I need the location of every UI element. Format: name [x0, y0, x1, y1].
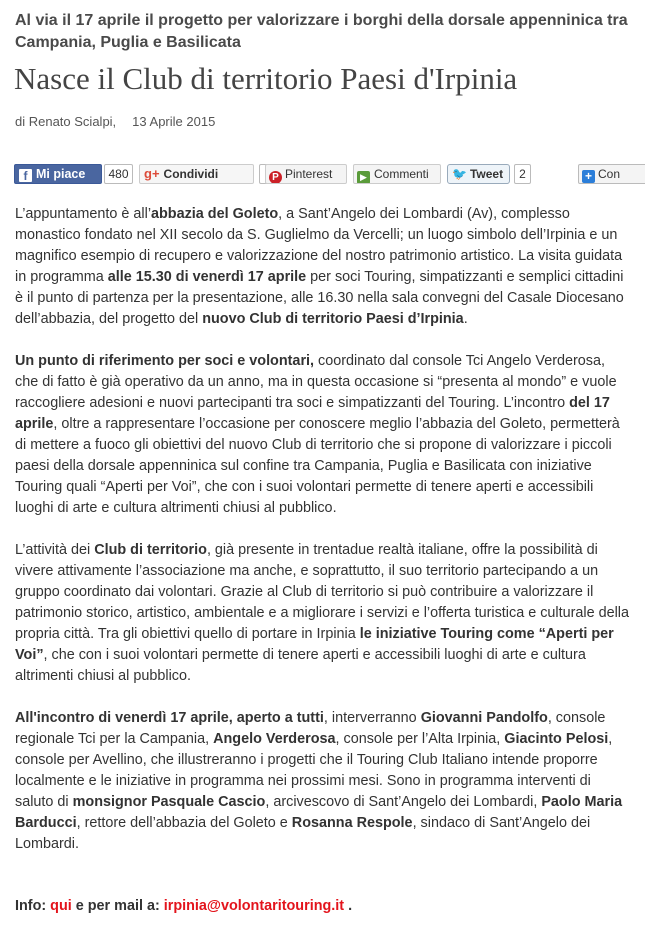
bold-text: All'incontro di venerdì 17 aprile, aperto a tutti	[15, 710, 324, 726]
comments-button[interactable]	[353, 164, 441, 184]
gplus-icon: g+	[144, 166, 160, 181]
facebook-like-button[interactable]	[14, 164, 102, 184]
text: , console per l’Alta Irpinia,	[335, 731, 505, 747]
pinterest-icon: P	[269, 171, 282, 184]
info-label: Info:	[15, 898, 51, 914]
article-body	[15, 204, 629, 876]
bold-text: del 17 aprile	[15, 395, 610, 432]
facebook-like-count: 480	[104, 164, 133, 184]
text: , rettore dell’abbazia del Goleto e	[76, 815, 292, 831]
info-middle: e per mail a:	[71, 898, 164, 914]
text: L’appuntamento è all’	[15, 206, 152, 222]
bold-text: Club di territorio	[94, 542, 207, 558]
tweet-count: 2	[514, 164, 531, 184]
twitter-bird-icon: 🐦	[452, 167, 467, 181]
bold-text: monsignor Pasquale Cascio	[72, 794, 266, 810]
paragraph-4	[15, 708, 629, 855]
text: , interverranno	[323, 710, 421, 726]
bold-text: Paolo Maria Barducci	[15, 794, 623, 831]
comments-icon: ▶	[357, 171, 370, 184]
article-title: Nasce il Club di territorio Paesi d'Irpinia	[14, 61, 518, 96]
text: .	[463, 311, 468, 327]
info-email-link[interactable]: irpinia@volontaritouring.it	[163, 898, 345, 914]
bold-text: abbazia del Goleto	[151, 206, 279, 222]
pinterest-label: Pinterest	[285, 167, 333, 181]
info-line	[15, 898, 352, 914]
info-qui-link[interactable]: qui	[50, 898, 72, 914]
text: , sindaco di Sant’Angelo dei Lombardi.	[15, 815, 591, 852]
byline	[15, 114, 215, 129]
text: coordinato dal console Tci Angelo Verderosa, che di fatto è già operativo da un anno, ma in questa occasione si “presenta al mondo” e vuole raccogliere adesioni e nuovi partecipanti tra soci e simpatizzanti del Touring. L’incontro	[15, 353, 617, 411]
facebook-icon: f	[19, 169, 32, 182]
bold-text: Giacinto Pelosi	[504, 731, 609, 747]
bold-text: le iniziative Touring come “Aperti per Voi”	[15, 626, 614, 663]
bold-text: Un punto di riferimento per soci e volontari,	[15, 353, 315, 369]
facebook-like-label: Mi piace	[36, 167, 86, 181]
text: per soci Touring, simpatizzanti e semplici cittadini è il punto di partenza per la presentazione, alle 16.30 nella sala convegni del Casale Diocesano dell’abbazia, del progetto del	[15, 269, 624, 327]
bold-text: Rosanna Respole	[291, 815, 413, 831]
bold-text: Angelo Verderosa	[213, 731, 336, 747]
text: , a Sant’Angelo dei Lombardi (Av), complesso monastico fondato nel XII secolo da S. Guglielmo da Vercelli; un luogo simbolo dell’Irpinia e un magnifico esempio di recupero e valorizzazione del nostro patrimonio artistico. La visita guidata in programma	[15, 206, 623, 285]
paragraph-2	[15, 351, 629, 519]
text: , console regionale Tci per la Campania,	[15, 710, 606, 747]
text: , che con i suoi volontari permette di tenere aperti e accessibili luoghi di arte e cultura altrimenti chiusi al pubblico.	[15, 647, 586, 684]
tweet-label: Tweet	[469, 167, 504, 181]
bold-text: alle 15.30 di venerdì 17 aprile	[107, 269, 307, 285]
info-end: .	[344, 898, 353, 914]
publish-date: 13 Aprile 2015	[132, 114, 216, 129]
contact-button[interactable]	[578, 164, 645, 184]
text: , console per Avellino, che illustreranno i progetti che il Touring Club Italiano intende proporre localmente e le iniziative in programma nei prossimi mesi. Sono in programma interventi di saluto di	[15, 731, 613, 810]
gplus-share-label: Condividi	[163, 167, 219, 181]
text: , arcivescovo di Sant’Angelo dei Lombardi,	[265, 794, 542, 810]
tweet-button[interactable]	[447, 164, 510, 184]
text: , oltre a rappresentare l’occasione per conoscere meglio l’abbazia del Goleto, permetterà di mettere a fuoco gli obiettivi del nuovo Club di territorio che si propone di valorizzare i piccoli paesi della dorsale appenninica sul confine tra Campania, Puglia e Basilicata con iniziative Touring quali “Aperti per Voi”, che con i suoi volontari permette di tenere aperti e accessibili luoghi di arte e cultura altrimenti chiusi al pubblico.	[15, 416, 620, 516]
paragraph-1	[15, 204, 629, 330]
article-subtitle: Al via il 17 aprile il progetto per valorizzare i borghi della dorsale appenninica tra Campania, Puglia e Basilicata	[15, 12, 628, 51]
text: , già presente in trentadue realtà italiane, offre la possibilità di vivere attivamente l’associazione ma anche, e soprattutto, il suo territorio partecipando a un gruppo coordinato dai volontari. Grazie al Club di territorio si può contribuire a valorizzare il patrimonio storico, artistico, ambientale e a migliorare i servizi e l’offerta turistica e culturale della propria città. Tra gli obiettivi quello di portare in Irpinia	[15, 542, 629, 642]
bold-text: nuovo Club di territorio Paesi d’Irpinia	[202, 311, 464, 327]
paragraph-3	[15, 540, 629, 687]
gplus-share-button[interactable]	[139, 164, 254, 184]
comments-label: Commenti	[374, 167, 429, 181]
contact-label: Con	[598, 167, 621, 181]
bold-text: Giovanni Pandolfo	[420, 710, 548, 726]
pinterest-button[interactable]	[265, 164, 347, 184]
plus-icon: +	[582, 170, 595, 183]
share-bar	[0, 160, 645, 188]
text: L’attività dei	[15, 542, 95, 558]
author: di Renato Scialpi,	[15, 114, 117, 129]
